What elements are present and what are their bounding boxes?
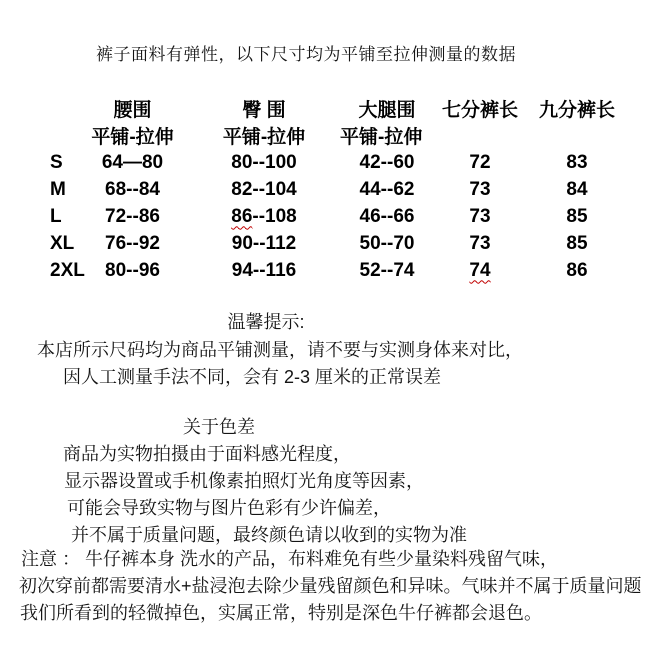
table-row bbox=[0, 176, 620, 203]
spellcheck-underline: 86 bbox=[231, 205, 253, 227]
table-cell-thigh: 50--70 bbox=[359, 232, 415, 254]
table-row bbox=[0, 230, 620, 257]
table-cell-len7: 73 bbox=[469, 178, 491, 200]
table-cell-len9: 85 bbox=[566, 205, 588, 227]
subheader-row bbox=[0, 122, 620, 149]
table-row bbox=[0, 203, 620, 230]
table-cell-waist: 80--96 bbox=[105, 259, 160, 281]
color-note-line: 可能会导致实物与图片色彩有少许偏差， bbox=[67, 498, 391, 518]
table-cell-len7 bbox=[426, 257, 534, 284]
notice-line: 初次穿前都需要清水+盐浸泡去除少量残留颜色和异味。气味并不属于质量问题 bbox=[19, 576, 642, 596]
table-cell-size: M bbox=[50, 178, 66, 200]
table-cell-hip: 90--112 bbox=[231, 232, 297, 254]
table-cell-len7: 73 bbox=[469, 232, 491, 254]
header-thigh: 大腿围 bbox=[358, 100, 416, 121]
table-cell-hip: 94--116 bbox=[231, 259, 297, 281]
table-cell-len9: 83 bbox=[566, 151, 588, 173]
table-cell-waist: 76--92 bbox=[105, 232, 160, 254]
subheader-empty bbox=[0, 122, 85, 149]
table-cell-hip: 80--100 bbox=[231, 151, 297, 173]
table-cell-len9: 84 bbox=[566, 178, 588, 200]
tips-line: 本店所示尺码均为商品平铺测量，请不要与实测身体来对比， bbox=[37, 340, 523, 360]
table-cell-len9: 85 bbox=[566, 232, 588, 254]
table-cell-thigh: 52--74 bbox=[359, 259, 415, 281]
table-cell-hip: 86--108 bbox=[231, 205, 297, 227]
subheader-thigh: 平铺-拉伸 bbox=[340, 127, 423, 148]
spellcheck-underline: 74 bbox=[469, 259, 491, 281]
table-cell-size: XL bbox=[50, 232, 75, 254]
subheader-hip: 平铺-拉伸 bbox=[222, 127, 306, 148]
table-cell-size: L bbox=[50, 205, 62, 227]
notice-line: 注意 ： 牛仔裤本身 洗水的产品，布料难免有些少量染料残留气味， bbox=[21, 549, 558, 569]
table-cell-size: 2XL bbox=[50, 259, 85, 281]
tips-heading: 温馨提示: bbox=[227, 312, 305, 332]
table-cell-len7: 72 bbox=[469, 151, 491, 173]
table-cell-len7: 73 bbox=[469, 205, 491, 227]
subheader-waist: 平铺-拉伸 bbox=[91, 127, 174, 148]
size-table-body bbox=[0, 149, 620, 284]
header-size bbox=[0, 95, 85, 122]
page-title: 裤子面料有弹性，以下尺寸均为平铺至拉伸测量的数据 bbox=[96, 45, 516, 64]
table-cell-thigh: 42--60 bbox=[359, 151, 415, 173]
table-cell-size: S bbox=[50, 151, 63, 173]
table-cell-len9: 86 bbox=[566, 259, 588, 281]
header-len9: 九分裤长 bbox=[538, 100, 615, 121]
header-waist: 腰围 bbox=[113, 100, 152, 121]
subheader-len9-empty bbox=[534, 122, 620, 149]
color-difference-heading: 关于色差 bbox=[183, 417, 255, 437]
header-hip: 臀 围 bbox=[242, 100, 286, 121]
table-row bbox=[0, 149, 620, 176]
size-chart-table bbox=[0, 95, 620, 284]
color-note-line: 并不属于质量问题，最终颜色请以收到的实物为准 bbox=[71, 525, 467, 545]
table-cell-thigh: 46--66 bbox=[359, 205, 415, 227]
tips-line: 因人工测量手法不同，会有 2-3 厘米的正常误差 bbox=[63, 367, 442, 387]
table-cell-hip: 82--104 bbox=[231, 178, 297, 200]
table-cell-thigh: 44--62 bbox=[359, 178, 415, 200]
table-cell-waist: 72--86 bbox=[105, 205, 160, 227]
table-cell-waist: 68--84 bbox=[105, 178, 160, 200]
notice-line: 我们所看到的轻微掉色，实属正常，特别是深色牛仔裤都会退色。 bbox=[20, 603, 542, 623]
header-len7: 七分裤长 bbox=[441, 100, 518, 121]
color-note-line: 显示器设置或手机像素拍照灯光角度等因素， bbox=[64, 471, 424, 491]
table-row bbox=[0, 257, 620, 284]
header-row bbox=[0, 95, 620, 122]
subheader-len7-empty bbox=[426, 122, 534, 149]
color-note-line: 商品为实物拍摄由于面料感光程度， bbox=[63, 444, 351, 464]
table-cell-waist: 64—80 bbox=[101, 151, 164, 173]
